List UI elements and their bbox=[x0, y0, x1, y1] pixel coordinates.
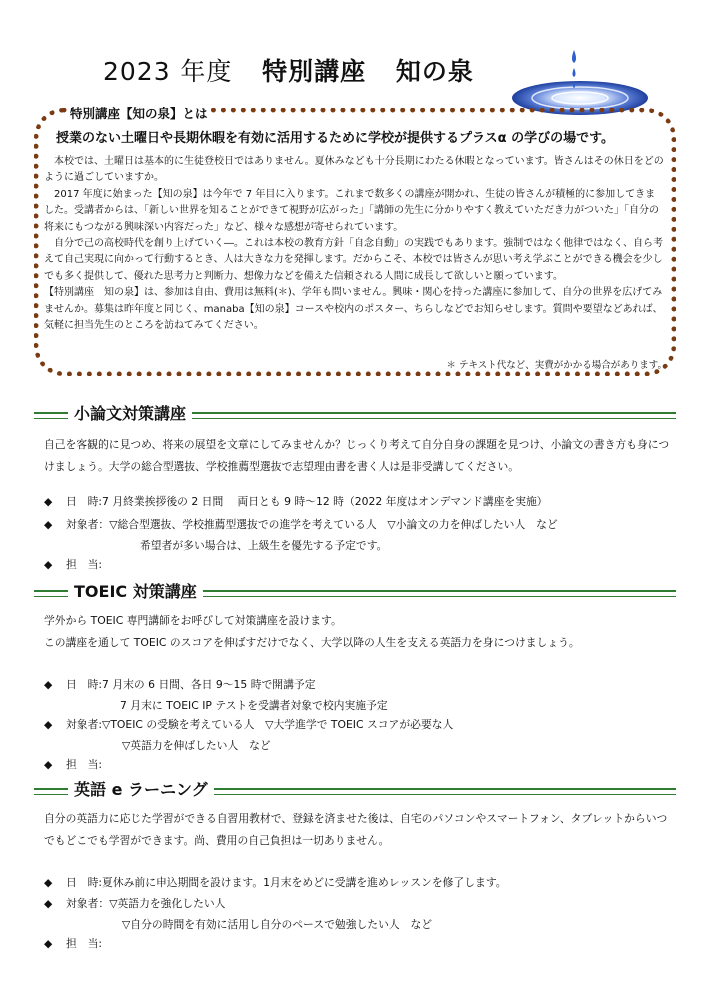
item-value: 7 月末の 6 日間、各日 9～15 時で開講予定 bbox=[102, 678, 316, 691]
diamond-icon: ◆ bbox=[44, 558, 53, 571]
diamond-icon: ◆ bbox=[44, 937, 53, 950]
section-header bbox=[34, 580, 676, 604]
section-description bbox=[44, 610, 674, 654]
intro-footnote: ＊ テキスト代など、実費がかかる場合があります。 bbox=[446, 360, 667, 371]
schedule-item bbox=[44, 872, 507, 893]
diamond-icon: ◆ bbox=[44, 495, 53, 508]
staff-item bbox=[44, 933, 102, 954]
intro-paragraph: 2017 年度に始まった【知の泉】は今年で 7 年目に入ります。これまで数多くの講座が開かれ、生徒の皆さんが積極的に参加してきました。受講者からは、「新しい世界を知ることができて視野が広がった」「講師の先生に分かりやすく教えていただき力がついた」「自分の将来にもつながる興味深い内容だった」など、様々な感想が寄せられています。 bbox=[44, 188, 659, 233]
item-value: ▽総合型選抜、学校推薦型選抜での進学を考えている人 ▽小論文の力を伸ばしたい人 など bbox=[109, 518, 558, 531]
title-program-label: 特別講座 bbox=[262, 57, 367, 86]
item-label: 日 時: bbox=[66, 876, 103, 889]
target-item bbox=[44, 893, 433, 931]
item-value: 7 月終業挨拶後の 2 日間 両日とも 9 時～12 時（2022 年度はオンデマンド講座を実施） bbox=[102, 495, 548, 508]
section-title: 小論文対策講座 bbox=[68, 401, 192, 424]
item-label: 対象者： bbox=[66, 518, 110, 531]
section-header bbox=[34, 402, 676, 426]
intro-paragraph: 【特別講座 知の泉】は、参加は自由、費用は無料(＊)、学年も問いません。興味・関心を持った講座に参加して、自分の世界を広げてみませんか。募集は昨年度と同じく、manaba【知の泉】コースや校内のポスター、ちらしなどでお知らせします。質問や要望などあれば、気軽に担当先生のところを訪ねてみてください。 bbox=[44, 287, 663, 332]
intro-heading: 特別講座【知の泉】とは bbox=[70, 106, 208, 121]
title-year: 2023 bbox=[103, 57, 171, 86]
item-value-continued: ▽英語力を伸ばしたい人 など bbox=[122, 739, 271, 752]
item-label: 対象者: bbox=[66, 718, 103, 731]
section-header bbox=[34, 778, 676, 802]
diamond-icon: ◆ bbox=[44, 758, 53, 771]
item-label: 担 当: bbox=[66, 558, 103, 571]
section-description bbox=[44, 808, 674, 852]
title-suffix: 年度 bbox=[180, 57, 233, 86]
diamond-icon: ◆ bbox=[44, 718, 53, 731]
description-text: 自己を客観的に見つめ、将来の展望を文章にしてみませんか？じっくり考えて自分自身の課題を見つけ、小論文の書き方も身につけましょう。大学の総合型選抜、学校推薦型選抜で志望理由書を書く人は是非受講してください。 bbox=[44, 438, 670, 473]
page-title bbox=[103, 52, 474, 88]
intro-body bbox=[44, 154, 664, 334]
description-text: 学外から TOEIC 専門講師をお呼びして対策講座を設けます。 bbox=[44, 614, 342, 627]
item-value: ▽TOEIC の受験を考えている人 ▽大学進学で TOEIC スコアが必要な人 bbox=[102, 718, 454, 731]
schedule-item bbox=[44, 674, 388, 712]
item-value: 夏休み前に申込期間を設けます。1月末をめどに受講を進めレッスンを修了します。 bbox=[102, 876, 507, 889]
diamond-icon: ◆ bbox=[44, 518, 53, 531]
title-program-name: 知の泉 bbox=[395, 57, 474, 86]
staff-item bbox=[44, 554, 102, 575]
item-label: 担 当: bbox=[66, 758, 103, 771]
item-value-continued: ▽自分の時間を有効に活用し自分のペースで勉強したい人 など bbox=[122, 918, 433, 931]
item-label: 日 時: bbox=[66, 678, 103, 691]
staff-item bbox=[44, 754, 102, 775]
section-title: TOEIC 対策講座 bbox=[68, 579, 203, 602]
description-text: 自分の英語力に応じた学習ができる自習用教材で、登録を済ませた後は、自宅のパソコンやスマートフォン、タブレットからいつでもどこでも学習ができます。尚、費用の自己負担は一切ありません。 bbox=[44, 812, 668, 847]
item-label: 対象者： bbox=[66, 897, 110, 910]
item-label: 担 当: bbox=[66, 937, 103, 950]
section-description bbox=[44, 434, 674, 478]
section-title: 英語 e ラーニング bbox=[68, 777, 214, 800]
schedule-item bbox=[44, 491, 548, 512]
diamond-icon: ◆ bbox=[44, 897, 53, 910]
description-text: この講座を通して TOEIC のスコアを伸ばすだけでなく、大学以降の人生を支える英語力を身につけましょう。 bbox=[44, 636, 580, 649]
item-value-continued: 7 月末に TOEIC IP テストを受講者対象で校内実施予定 bbox=[120, 699, 388, 712]
intro-paragraph: 本校では、土曜日は基本的に生徒登校日ではありません。夏休みなども十分長期にわたる休暇となっています。皆さんはその休日をどのように過ごしていますか。 bbox=[44, 156, 664, 184]
target-item bbox=[44, 714, 454, 752]
target-item bbox=[44, 514, 558, 552]
diamond-icon: ◆ bbox=[44, 876, 53, 889]
item-value-continued: 希望者が多い場合は、上級生を優先する予定です。 bbox=[140, 539, 388, 552]
intro-lead: 授業のない土曜日や長期休暇を有効に活用するために学校が提供するプラスα の学びの場です。 bbox=[56, 131, 615, 146]
item-label: 日 時: bbox=[66, 495, 103, 508]
intro-paragraph: 自分で己の高校時代を創り上げていく―。これは本校の教育方針「自念自動」の実践でもあります。強制ではなく他律ではなく、自ら考えて自己実現に向かって行動するとき、人は大きな力を発揮します。だからこそ、本校では皆さんが思い考え学ぶことができる機会を少しでも多く提供して、優れた思考力と判断力、想像力などを備えた信頼される人間に成長して欲しいと願っています。 bbox=[44, 238, 663, 282]
item-value: ▽英語力を強化したい人 bbox=[109, 897, 226, 910]
diamond-icon: ◆ bbox=[44, 678, 53, 691]
